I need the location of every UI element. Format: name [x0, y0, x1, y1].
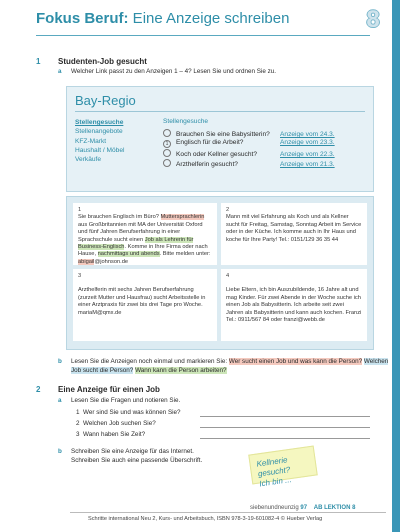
category-haushalt-moebel[interactable]: Haushalt / Möbel [75, 146, 125, 154]
answer-circle[interactable] [163, 149, 171, 157]
list-item: Arzthelferin gesucht? Anzeige vom 21.3. [163, 159, 335, 168]
section-1-task-b: b Lesen Sie die Anzeigen noch einmal und markieren Sie: Wer sucht einen Job und was kann die Person? Welchen Job sucht die Person? Wann kann die Person arbeiten? [58, 358, 389, 374]
category-list [75, 118, 124, 164]
highlight-green: nachmittags und abends [97, 251, 160, 258]
section-1-heading: 1 Studenten-Job gesucht [36, 57, 147, 66]
ad-card-3: 3 Arzthelferin mit sechs Jahren Berufserfahrung (zurzeit Mutter und Hausfrau) sucht Arbeitsstelle in einer Arztpraxis für zwei bis drei Tage pro Woche. mariaM@qmx.de [73, 269, 217, 341]
footer-divider [70, 512, 386, 513]
question-2: 2 Welchen Job suchen Sie? [76, 420, 156, 427]
answer-line[interactable] [200, 416, 370, 417]
answer-line[interactable] [200, 427, 370, 428]
category-verkaeufe[interactable]: Verkäufe [75, 156, 102, 164]
section-2-heading: 2 Eine Anzeige für einen Job [36, 385, 160, 394]
list-item: Koch oder Kellner gesucht? Anzeige vom 22.3. [163, 149, 335, 158]
list-item: 1 Englisch für die Arbeit? Anzeige vom 23.3. [163, 139, 335, 148]
highlight-green: Wann kann die Person arbeiten? [135, 367, 227, 374]
highlight-red: Muttersprachlerin [160, 214, 205, 221]
bay-regio-panel [66, 86, 374, 192]
page-title [36, 10, 289, 27]
side-color-bar [392, 0, 400, 532]
answer-circle[interactable] [163, 129, 171, 137]
category-stellenangebote[interactable]: Stellenangebote [75, 128, 123, 136]
question-1: 1 Wer sind Sie und was können Sie? [76, 409, 181, 416]
ad-card-1: 1 Sie brauchen Englisch im Büro? Muttersprachlerin aus Großbritannien mit MA der Universität Oxford und fünf Jahren Berufserfahrung in einer Sprachschule sucht einen Job als Lehrerin für Business-Englisch. Komme in Ihre Firma oder nach Hause, nachmittags und abends. Bitte melden unter: abigail@johnson.de [73, 203, 217, 265]
list-item: Brauchen Sie eine Babysitterin? Anzeige vom 24.3. [163, 129, 335, 138]
list-heading: Stellengesuche [163, 118, 209, 125]
footer-section: AB [313, 505, 323, 511]
footer-pagination: siebenundneunzig 97 AB LEKTION 8 [250, 505, 356, 511]
ad-card-2: 2 Mann mit viel Erfahrung als Koch und als Kellner sucht für Freitag, Samstag, Sonntag Arbeit im Service oder in der Küche. Ich komme auch in Ihr Haus und koche für Ihre Party! Tel.: 0151/129 36 35 44 [221, 203, 367, 265]
title-bold: Fokus Beruf: [36, 10, 129, 27]
title-divider [36, 35, 370, 36]
answer-line[interactable] [200, 438, 370, 439]
answer-circle[interactable] [163, 159, 171, 167]
bay-regio-divider [75, 111, 365, 112]
bay-regio-title: Bay-Regio [75, 93, 136, 108]
answer-circle[interactable]: 1 [163, 140, 171, 148]
chapter-number: 8 [366, 6, 380, 33]
ad-link[interactable]: Anzeige vom 22.3. [280, 151, 335, 158]
footer-lesson: LEKTION 8 [324, 505, 356, 511]
section-1-task-a: a Welcher Link passt zu den Anzeigen 1 – 4? Lesen Sie und ordnen Sie zu. [58, 68, 277, 75]
title-rest: Eine Anzeige schreiben [128, 10, 290, 27]
ad-card-4: 4 Liebe Eltern, ich bin Auszubildende, 16 Jahre alt und mag Kinder. Für zwei Abende in der Woche suche ich einen Job als Babysitterin. Ich arbeite seit zwei Jahren als Babysitterin und kann auch kochen. Franzi Tel.: 0911/567 84 oder franzi@webb.de [221, 269, 367, 341]
sticky-note: Kellnerie gesucht? Ich bin ... [248, 446, 318, 485]
footer-page-number: 97 [300, 505, 308, 511]
footer-imprint: Schritte international Neu 2, Kurs- und Arbeitsbuch, ISBN 978-3-19-601082-4 © Hueber Verlag [88, 516, 323, 522]
ad-link[interactable]: Anzeige vom 23.3. [280, 139, 335, 146]
highlight-green: Job als Lehrerin für Business-Englisch [78, 236, 194, 251]
section-2-task-a: a Lesen Sie die Fragen und notieren Sie. [58, 397, 181, 404]
ad-link[interactable]: Anzeige vom 21.3. [280, 161, 335, 168]
highlight-blue: Welchen Job sucht die Person? [71, 358, 389, 374]
ads-panel [66, 196, 374, 350]
ad-link[interactable]: Anzeige vom 24.3. [280, 131, 335, 138]
highlight-red: Wer sucht einen Job und was kann die Person? [228, 358, 363, 365]
question-3: 3 Wann haben Sie Zeit? [76, 431, 146, 438]
category-kfz-markt[interactable]: KFZ-Markt [75, 137, 107, 145]
category-stellengesuche[interactable]: Stellengesuche [75, 119, 124, 126]
highlight-red: abigail [78, 258, 95, 265]
section-2-task-b: b Schreiben Sie eine Anzeige für das Internet. Schreiben Sie auch eine passende Überschrift. [58, 448, 203, 464]
